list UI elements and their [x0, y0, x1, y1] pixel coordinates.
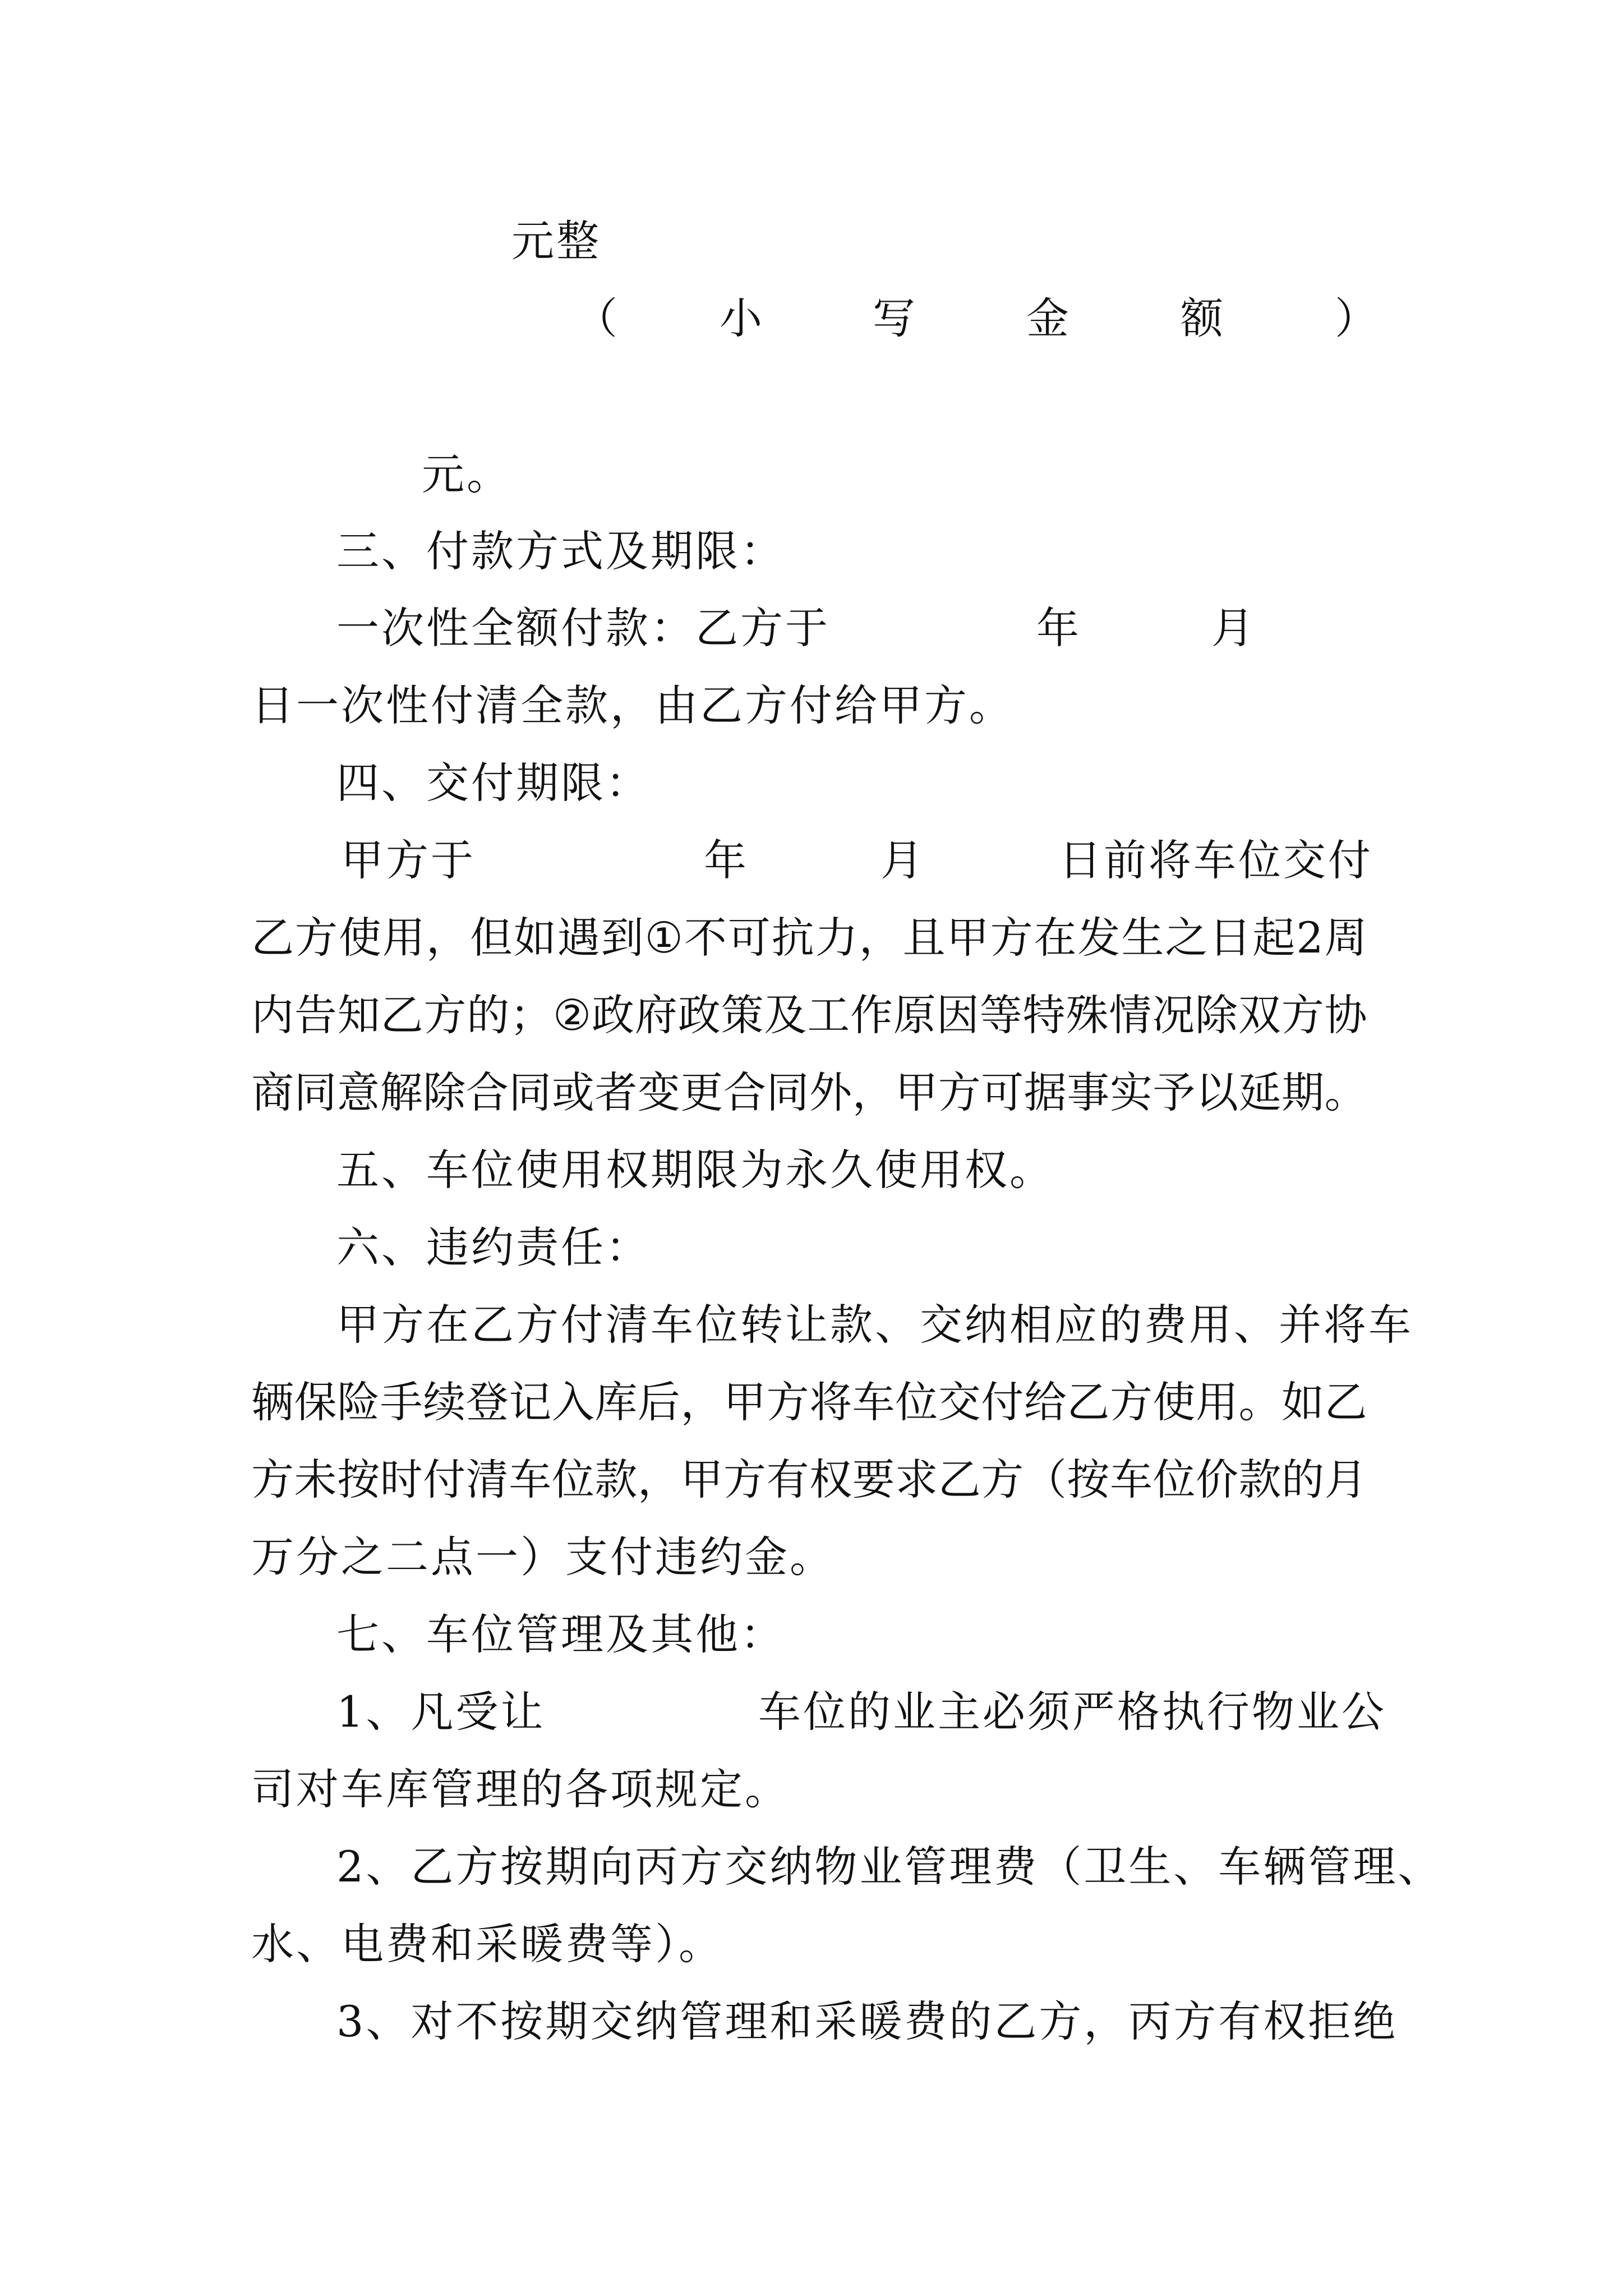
text-char: ② [553, 990, 592, 1040]
text-char: 2 [1296, 913, 1324, 963]
text-char: 甲 [946, 913, 989, 963]
text-char: 如 [513, 913, 556, 963]
text-char: 或 [551, 1068, 594, 1117]
text-char: 情 [1109, 990, 1152, 1040]
text-char: 除 [1195, 990, 1238, 1040]
text-char: ， [852, 1068, 895, 1117]
text-char: 更 [680, 1068, 723, 1117]
text-char: 因 [936, 990, 979, 1040]
text-char: 发 [1077, 913, 1121, 963]
text-char: 遇 [557, 913, 600, 963]
text-char: 告 [294, 990, 337, 1040]
text-char: 要 [852, 1455, 895, 1504]
text-char: 等 [979, 990, 1022, 1040]
text-char: 记 [509, 1377, 552, 1427]
text-char: 用 [382, 913, 425, 963]
text-char: 方 [938, 1068, 981, 1117]
text-char: 政 [592, 990, 635, 1040]
text-char: 方 [423, 990, 467, 1040]
text-char: 原 [893, 990, 937, 1040]
section-6-heading: 六、违约责任： [336, 1222, 651, 1272]
text-char: 方 [766, 1377, 809, 1427]
section-4-delivery-text: 日前将车位交付 [1059, 835, 1373, 885]
text-char: 力 [815, 913, 858, 963]
text-char: 之 [1165, 913, 1208, 963]
text-char: ， [426, 913, 469, 963]
text-char: 甲 [680, 1455, 723, 1504]
text-char: 款 [594, 1455, 638, 1504]
text-char: 方 [990, 913, 1033, 963]
text-char: 给 [1023, 1377, 1067, 1427]
text-char: 方 [1281, 990, 1324, 1040]
text-char: 到 [601, 913, 644, 963]
text-char: 外 [809, 1068, 852, 1117]
section-4-heading: 四、交付期限： [336, 758, 651, 808]
text-char: 位 [1152, 1455, 1196, 1504]
text-char: 登 [465, 1377, 509, 1427]
section-6-line: 甲方在乙方付清车位转让款、交纳相应的费用、并将车 [336, 1300, 1413, 1350]
text-char: 后 [637, 1377, 680, 1427]
amount-label-char: 金 [1026, 293, 1069, 343]
text-char: 事 [1067, 1068, 1110, 1117]
section-7-item-3: 3、对不按期交纳管理和采暖费的乙方，丙方有权拒绝 [336, 1996, 1398, 2046]
text-char: 按 [1067, 1455, 1110, 1504]
amount-label-char: 小 [720, 293, 762, 343]
text-char: 特 [1022, 990, 1066, 1040]
text-char: 协 [1324, 990, 1367, 1040]
text-char: 清 [465, 1455, 509, 1504]
text-char: 实 [1109, 1068, 1152, 1117]
text-char: 作 [850, 990, 893, 1040]
text-char: 可 [981, 1068, 1024, 1117]
text-char: ； [510, 990, 553, 1040]
text-char: 抗 [771, 913, 814, 963]
amount-figures-suffix: 元。 [422, 449, 511, 499]
section-4-year: 年 [704, 835, 746, 885]
text-char: 的 [467, 990, 510, 1040]
text-char: ① [644, 913, 683, 963]
text-char: 除 [423, 1068, 466, 1117]
text-char: 同 [766, 1068, 809, 1117]
text-char: 可 [727, 913, 771, 963]
section-3-payment-text-cont: 日一次性付清全款，由乙方付给甲方。 [251, 680, 1014, 730]
text-char: 方 [294, 913, 338, 963]
text-char: 同 [509, 1068, 552, 1117]
text-char: 不 [684, 913, 727, 963]
section-7-heading: 七、车位管理及其他： [336, 1609, 785, 1659]
text-char: 按 [337, 1455, 380, 1504]
text-char: 款 [1238, 1455, 1281, 1504]
text-char: ， [680, 1377, 723, 1427]
text-char: 知 [337, 990, 380, 1040]
text-char: 予 [1152, 1068, 1196, 1117]
text-char: 合 [465, 1068, 509, 1117]
text-char: 时 [380, 1455, 423, 1504]
text-char: 手 [380, 1377, 423, 1427]
text-char: 同 [294, 1068, 337, 1117]
section-4-month: 月 [880, 835, 923, 885]
text-char: 付 [423, 1455, 466, 1504]
text-char: 乙 [1324, 1377, 1367, 1427]
section-7-item-1-lead: 1、凡受让 [336, 1687, 546, 1737]
text-char: 乙 [380, 990, 423, 1040]
text-char: 未 [294, 1455, 337, 1504]
text-char: 内 [251, 990, 294, 1040]
section-4-line [251, 913, 1367, 963]
text-char: 将 [809, 1377, 852, 1427]
text-char: 且 [902, 913, 946, 963]
text-char: 在 [1034, 913, 1077, 963]
section-6-line [251, 1455, 1367, 1504]
text-char: 乙 [938, 1455, 981, 1504]
text-char: 政 [677, 990, 721, 1040]
section-6-line [251, 1377, 1367, 1427]
amount-caps-suffix: 元整 [511, 216, 601, 266]
text-char: 位 [895, 1377, 938, 1427]
section-7-item-2: 2、乙方按期向丙方交纳物业管理费（卫生、车辆管理、 [336, 1842, 1443, 1892]
text-char: 险 [337, 1377, 380, 1427]
text-char: 府 [634, 990, 677, 1040]
text-char: 延 [1238, 1068, 1281, 1117]
text-char: 。 [1324, 1068, 1367, 1117]
text-char: 用 [1196, 1377, 1239, 1427]
text-char: 车 [1109, 1455, 1152, 1504]
section-7-item-2-cont: 水、电费和采暖费等）。 [251, 1919, 723, 1969]
text-char: 价 [1196, 1455, 1239, 1504]
text-char: 方 [723, 1455, 767, 1504]
section-6-line: 万分之二点一）支付违约金。 [251, 1532, 834, 1582]
amount-label-open-paren: （ [575, 293, 617, 343]
text-char: 生 [1121, 913, 1164, 963]
text-char: 周 [1324, 913, 1367, 963]
text-char: 月 [1324, 1455, 1367, 1504]
text-char: 车 [852, 1377, 895, 1427]
amount-label-char: 额 [1181, 293, 1223, 343]
text-char: 有 [766, 1455, 809, 1504]
text-char: 殊 [1066, 990, 1109, 1040]
text-char: 甲 [723, 1377, 767, 1427]
text-char: 方 [251, 1455, 294, 1504]
text-char: 及 [764, 990, 807, 1040]
text-char: 方 [1109, 1377, 1152, 1427]
section-3-payment-text: 一次性全额付款：乙方于 [336, 603, 830, 653]
text-char: 乙 [251, 913, 294, 963]
text-char: 况 [1152, 990, 1195, 1040]
text-char: 保 [294, 1377, 337, 1427]
text-char: 策 [721, 990, 764, 1040]
section-3-year: 年 [1036, 603, 1079, 653]
text-char: 权 [809, 1455, 852, 1504]
text-char: 以 [1196, 1068, 1239, 1117]
text-char: 如 [1281, 1377, 1325, 1427]
section-4-party-a: 甲方于 [341, 835, 476, 885]
text-char: 起 [1252, 913, 1295, 963]
text-char: 日 [1209, 913, 1252, 963]
text-char: 但 [469, 913, 513, 963]
text-char: 者 [594, 1068, 638, 1117]
section-7-item-1-text: 车位的业主必须严格执行物业公 [758, 1687, 1386, 1737]
text-char: 甲 [895, 1068, 938, 1117]
text-char: 位 [551, 1455, 594, 1504]
amount-label-char: 写 [873, 293, 915, 343]
text-char: 。 [1238, 1377, 1281, 1427]
text-char: 的 [1281, 1455, 1325, 1504]
section-3-heading: 三、付款方式及期限： [336, 526, 785, 576]
text-char: 车 [509, 1455, 552, 1504]
section-4-line [251, 990, 1367, 1040]
text-char: 期 [1281, 1068, 1325, 1117]
text-char: 工 [807, 990, 850, 1040]
text-char: ， [637, 1455, 680, 1504]
text-char: 使 [1152, 1377, 1196, 1427]
text-char: 方 [981, 1455, 1024, 1504]
text-char: 乙 [1067, 1377, 1110, 1427]
text-char: 解 [380, 1068, 423, 1117]
text-char: 续 [423, 1377, 466, 1427]
text-char: 库 [594, 1377, 638, 1427]
text-char: 据 [1023, 1068, 1067, 1117]
text-char: 交 [938, 1377, 981, 1427]
text-char: 商 [251, 1068, 294, 1117]
text-char: 付 [981, 1377, 1024, 1427]
section-7-item-1-cont: 司对车库管理的各项规定。 [251, 1764, 790, 1814]
text-char: 变 [637, 1068, 680, 1117]
text-char: （ [1023, 1455, 1067, 1504]
text-char: 双 [1238, 990, 1281, 1040]
text-char: 入 [551, 1377, 594, 1427]
text-char: 合 [723, 1068, 767, 1117]
amount-label-close-paren: ） [1335, 293, 1377, 343]
text-char: 使 [338, 913, 381, 963]
section-3-month: 月 [1211, 603, 1254, 653]
text-char: ， [859, 913, 902, 963]
text-char: 意 [337, 1068, 380, 1117]
text-char: 求 [895, 1455, 938, 1504]
text-char: 辆 [251, 1377, 294, 1427]
section-4-line [251, 1068, 1367, 1117]
section-5-heading: 五、车位使用权期限为永久使用权。 [336, 1145, 1054, 1195]
